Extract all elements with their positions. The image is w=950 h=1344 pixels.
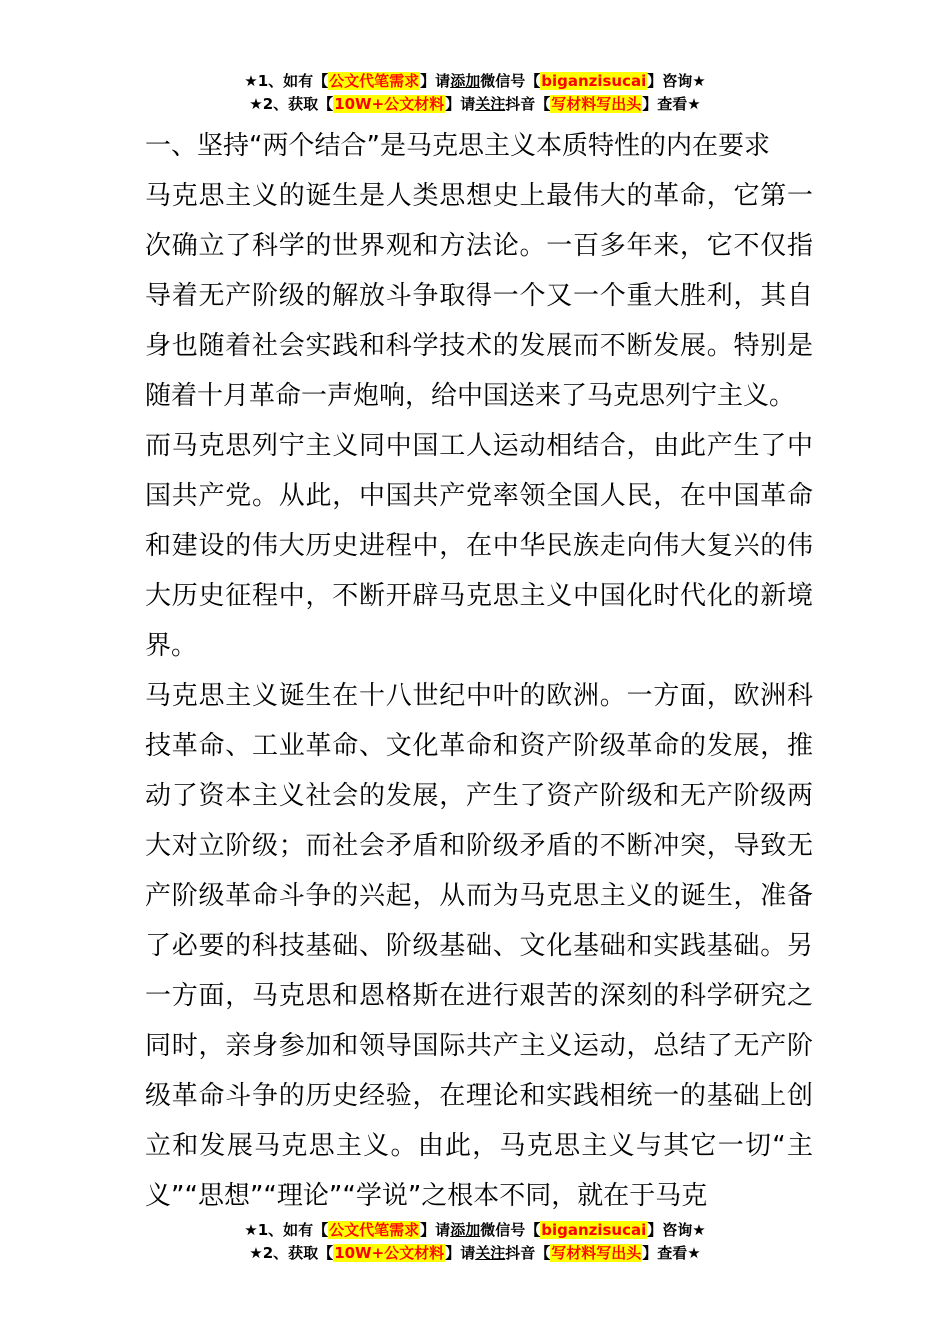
- highlight-materials: 10W+公文材料: [334, 95, 445, 113]
- highlight-service: 公文代笔需求: [329, 1221, 420, 1239]
- paragraph-2: 而马克思列宁主义同中国工人运动相结合，由此产生了中国共产党。从此，中国共产党率领全国人民，在中国革命和建设的伟大历史进程中，在中华民族走向伟大复兴的伟大历史征程中，不断开辟马克思主义中国化时代化的新境界。: [145, 431, 813, 661]
- underline-add: 添加: [450, 1221, 481, 1239]
- footer-banner: [0, 1219, 950, 1265]
- banner-text: 】咨询★: [647, 1221, 706, 1239]
- banner-text: 】查看★: [642, 95, 701, 113]
- highlight-wechat-id: biganzisucai: [541, 72, 647, 90]
- highlight-wechat-id: biganzisucai: [541, 1221, 647, 1239]
- banner-text: 微信号【: [480, 72, 541, 90]
- banner-text: 】查看★: [642, 1244, 701, 1262]
- banner-text: 抖音【: [505, 95, 551, 113]
- document-body: [145, 121, 813, 1221]
- banner-text: 】请: [420, 1221, 451, 1239]
- banner-line-1: [0, 70, 950, 93]
- banner-text: 抖音【: [505, 1244, 551, 1262]
- underline-follow: 关注: [475, 95, 506, 113]
- banner-text: ★1、如有【: [244, 1221, 329, 1239]
- underline-add: 添加: [450, 72, 481, 90]
- highlight-douyin: 写材料写出头: [551, 1244, 642, 1262]
- underline-follow: 关注: [475, 1244, 506, 1262]
- header-banner: [0, 70, 950, 116]
- banner-text: ★2、获取【: [249, 1244, 334, 1262]
- paragraph-1: 马克思主义的诞生是人类思想史上最伟大的革命，它第一次确立了科学的世界观和方法论。一百多年来，它不仅指导着无产阶级的解放斗争取得一个又一个重大胜利，其自身也随着社会实践和科学技术的发展而不断发展。特别是随着十月革命一声炮响，给中国送来了马克思列宁主义。: [145, 181, 813, 411]
- highlight-service: 公文代笔需求: [329, 72, 420, 90]
- banner-text: 】咨询★: [647, 72, 706, 90]
- paragraph-3: 马克思主义诞生在十八世纪中叶的欧洲。一方面，欧洲科技革命、工业革命、文化革命和资产阶级革命的发展，推动了资本主义社会的发展，产生了资产阶级和无产阶级两大对立阶级；而社会矛盾和阶级矛盾的不断冲突，导致无产阶级革命斗争的兴起，从而为马克思主义的诞生，准备了必要的科技基础、阶级基础、文化基础和实践基础。另一方面，马克思和恩格斯在进行艰苦的深刻的科学研究之同时，亲身参加和领导国际共产主义运动，总结了无产阶级革命斗争的历史经验，在理论和实践相统一的基础上创立和发展马克思主义。由此，马克思主义与其它一切“主义”“思想”“理论”“学说”之根本不同，就在于马克: [145, 681, 813, 1211]
- section-heading: 一、坚持“两个结合”是马克思主义本质特性的内在要求: [145, 131, 770, 161]
- banner-text: 微信号【: [480, 1221, 541, 1239]
- banner-text: ★1、如有【: [244, 72, 329, 90]
- banner-text: 】请: [445, 95, 476, 113]
- banner-text: 】请: [420, 72, 451, 90]
- banner-line-2: [0, 93, 950, 116]
- banner-text: ★2、获取【: [249, 95, 334, 113]
- highlight-douyin: 写材料写出头: [551, 95, 642, 113]
- banner-text: 】请: [445, 1244, 476, 1262]
- banner-line-2: [0, 1242, 950, 1265]
- highlight-materials: 10W+公文材料: [334, 1244, 445, 1262]
- banner-line-1: [0, 1219, 950, 1242]
